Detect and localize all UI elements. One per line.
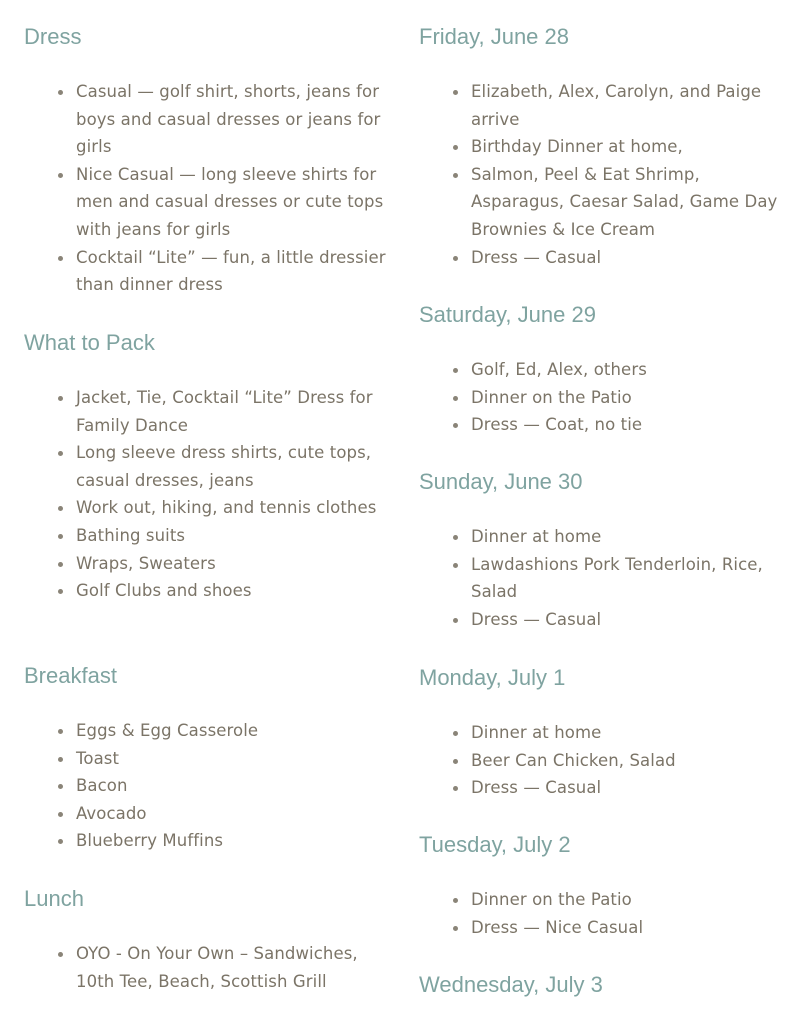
section-title-what-to-pack: What to Pack xyxy=(24,330,155,355)
list-item: Golf Clubs and shoes xyxy=(76,577,386,605)
list-item: Dinner on the Patio xyxy=(471,384,781,412)
section-title-friday-june-28: Friday, June 28 xyxy=(419,24,570,49)
list-item: Dress — Nice Casual xyxy=(471,914,781,942)
friday-list xyxy=(419,78,781,271)
list-item: Wraps, Sweaters xyxy=(76,550,386,578)
list-item: Dress — Casual xyxy=(471,774,781,802)
list-item: Dress — Casual xyxy=(471,244,781,272)
lunch-list xyxy=(24,940,386,995)
list-item: Blueberry Muffins xyxy=(76,827,386,855)
section-title-sunday-june-30: Sunday, June 30 xyxy=(419,469,583,494)
breakfast-list xyxy=(24,717,386,855)
list-item: Cocktail “Lite” — fun, a little dressier than dinner dress xyxy=(76,244,386,299)
list-item: Jacket, Tie, Cocktail “Lite” Dress for Family Dance xyxy=(76,384,386,439)
section-title-tuesday-july-2: Tuesday, July 2 xyxy=(419,832,571,857)
section-title-dress: Dress xyxy=(24,24,82,49)
list-item: Salmon, Peel & Eat Shrimp, Asparagus, Caesar Salad, Game Day Brownies & Ice Cream xyxy=(471,161,781,244)
list-item: Nice Casual — long sleeve shirts for men and casual dresses or cute tops with jeans for girls xyxy=(76,161,386,244)
list-item: Dress — Casual xyxy=(471,606,781,634)
list-item: Bacon xyxy=(76,772,386,800)
list-item: Dinner at home xyxy=(471,719,781,747)
list-item: Birthday Dinner at home, xyxy=(471,133,781,161)
section-title-lunch: Lunch xyxy=(24,886,84,911)
sunday-list xyxy=(419,523,781,633)
monday-list xyxy=(419,719,781,802)
section-title-saturday-june-29: Saturday, June 29 xyxy=(419,302,596,327)
list-item: Long sleeve dress shirts, cute tops, casual dresses, jeans xyxy=(76,439,386,494)
section-title-monday-july-1: Monday, July 1 xyxy=(419,665,566,690)
section-title-wednesday-july-3: Wednesday, July 3 xyxy=(419,972,603,997)
list-item: Dinner on the Patio xyxy=(471,886,781,914)
list-item: Lawdashions Pork Tenderloin, Rice, Salad xyxy=(471,551,781,606)
list-item: Beer Can Chicken, Salad xyxy=(471,747,781,775)
list-item: Work out, hiking, and tennis clothes xyxy=(76,494,386,522)
tuesday-list xyxy=(419,886,781,941)
saturday-list xyxy=(419,356,781,439)
what-to-pack-list xyxy=(24,384,386,605)
list-item: Dress — Coat, no tie xyxy=(471,411,781,439)
list-item: Dinner at home xyxy=(471,523,781,551)
list-item: Golf, Ed, Alex, others xyxy=(471,356,781,384)
list-item: Toast xyxy=(76,745,386,773)
list-item: Eggs & Egg Casserole xyxy=(76,717,386,745)
list-item: Bathing suits xyxy=(76,522,386,550)
dress-list xyxy=(24,78,386,299)
list-item: OYO - On Your Own – Sandwiches, 10th Tee, Beach, Scottish Grill xyxy=(76,940,386,995)
section-title-breakfast: Breakfast xyxy=(24,663,117,688)
list-item: Elizabeth, Alex, Carolyn, and Paige arrive xyxy=(471,78,781,133)
list-item: Casual — golf shirt, shorts, jeans for boys and casual dresses or jeans for girls xyxy=(76,78,386,161)
list-item: Avocado xyxy=(76,800,386,828)
